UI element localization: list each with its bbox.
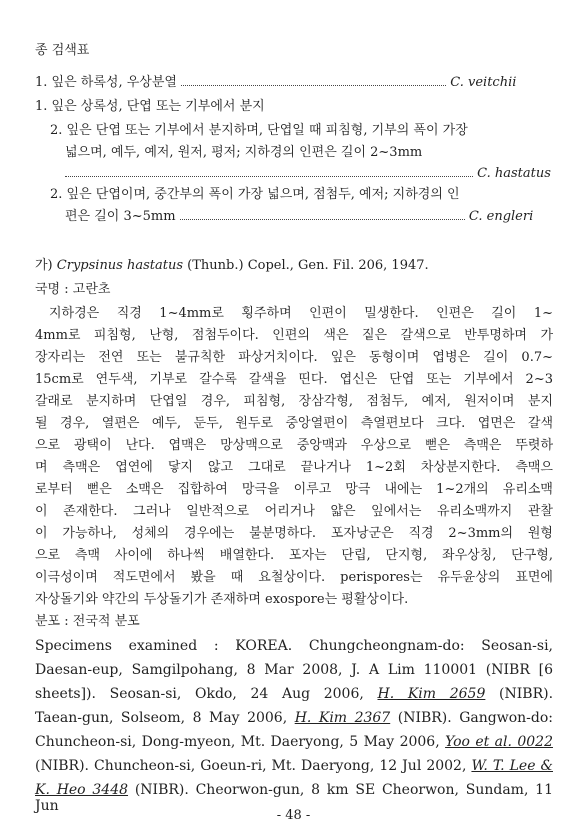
leader-dots (180, 209, 465, 220)
korean-name: 국명 : 고란초 (35, 282, 111, 297)
key-2b-taxon: C. engleri (468, 209, 534, 224)
description-line: 갈래로 분지하며 단엽일 경우, 피침형, 장삼각형, 점첨두, 예저, 원저이며 분지 (35, 394, 553, 409)
taxon-author: (Thunb.) Copel., Gen. Fil. 206, 1947. (187, 258, 429, 273)
key-2a-taxon: C. hastatus (477, 166, 551, 181)
collector-name: W. T. Lee & (471, 758, 553, 774)
specimens-line (35, 686, 553, 702)
description-line: 4mm로 피침형, 난형, 점첨두이다. 인편의 색은 짙은 갈색으로 반투명하며 가 (35, 328, 553, 343)
key-couplet-1b: 1. 잎은 상록성, 단엽 또는 기부에서 분지 (35, 99, 265, 114)
specimens-text: (NIBR). (499, 686, 554, 702)
description-line: 될 경우, 열편은 예두, 둔두, 원두로 중앙열편이 측열편보다 크다. 엽면은 갈색 (35, 416, 553, 431)
description-line: 이 존재한다. 그러나 일반적으로 어리거나 얇은 잎에서는 유리소맥까지 관찰 (35, 504, 553, 519)
key-couplet-2a-line1: 2. 잎은 단엽 또는 기부에서 분지하며, 단엽일 때 피침형, 기부의 폭이 가장 (50, 123, 468, 138)
key-1a-taxon: C. veitchii (450, 75, 517, 90)
description-line: 장자리는 전연 또는 불규칙한 파상거치이다. 잎은 동형이며 엽병은 길이 0.7~ (35, 350, 553, 365)
specimens-line (35, 734, 553, 750)
key-heading: 종 검색표 (35, 43, 90, 58)
leader-dots (181, 75, 446, 86)
description-line: 며 측맥은 엽연에 닿지 않고 그대로 끝나거나 1~2회 차상분지한다. 측맥으 (35, 460, 553, 475)
page-number: - 48 - (276, 808, 311, 823)
taxon-heading (35, 258, 429, 274)
specimens-text: sheets]). Seosan-si, Okdo, 24 Aug 2006, (35, 686, 364, 702)
taxon-name: Crypsinus hastatus (56, 258, 184, 273)
specimens-text: Chuncheon-si, Dong-myeon, Mt. Daeryong, 5 May 2006, (35, 734, 440, 750)
specimens-text: (NIBR). Chuncheon-si, Goeun-ri, Mt. Daeryong, 12 Jul 2002, (35, 758, 467, 774)
description-line: 자상돌기와 약간의 두상돌기가 존재하며 exospore는 평활상이다. (35, 592, 409, 607)
description-line: 으로 측맥 사이에 하나씩 배열한다. 포자는 단립, 단지형, 좌우상칭, 단구형, (35, 548, 553, 563)
specimens-line: Daesan-eup, Samgilpohang, 8 Mar 2008, J. A Lim 110001 (NIBR [6 (35, 662, 553, 678)
description-line: 로부터 뻗은 소맥은 집합하여 망극을 이루고 망극 내에는 1~2개의 유리소맥 (35, 482, 553, 497)
key-couplet-1a (35, 75, 555, 91)
key-1a-label: 1. 잎은 하록성, 우상분열 (35, 75, 177, 90)
collector-number: H. Kim 2659 (377, 686, 486, 702)
specimens-line (35, 758, 553, 774)
key-couplet-2b-line2 (65, 209, 555, 225)
key-couplet-2a-line2: 넓으며, 예두, 예저, 원저, 평저; 지하경의 인편은 길이 2~3mm (65, 145, 423, 160)
description-line: 15cm로 연두색, 기부로 갈수록 갈색을 띤다. 엽신은 단엽 또는 기부에서 2~3 (35, 372, 553, 387)
taxon-prefix: 가) (35, 258, 53, 273)
specimens-line: Specimens examined : KOREA. Chungcheongnam-do: Seosan-si, (35, 638, 553, 654)
collector-number: H. Kim 2367 (294, 710, 391, 726)
collector-number: Yoo et al. 0022 (445, 734, 553, 750)
collector-number: K. Heo 3448 (35, 782, 129, 798)
key-couplet-2a-leader (65, 166, 555, 182)
description-line: 으로 광택이 난다. 엽맥은 망상맥으로 중앙맥과 우상으로 뻗은 측맥은 뚜렷하 (35, 438, 553, 453)
specimens-text: (NIBR). Cheorwon-gun, 8 km SE Cheorwon, Sundam, 11 Jun (35, 782, 553, 814)
key-couplet-2b-line1: 2. 잎은 단엽이며, 중간부의 폭이 가장 넓으며, 점첨두, 예저; 지하경의 인 (50, 187, 460, 202)
description-line: 이 가능하나, 성체의 경우에는 불분명하다. 포자낭군은 직경 2~3mm의 원형 (35, 526, 553, 541)
description-line: 지하경은 직경 1~4mm로 횡주하며 인편이 밀생한다. 인편은 길이 1~ (49, 306, 553, 321)
specimens-text: (NIBR). Gangwon-do: (397, 710, 554, 726)
key-2b-text: 편은 길이 3~5mm (65, 209, 176, 224)
specimens-line (35, 710, 553, 726)
description-line: 이극성이며 적도면에서 봤을 때 요철상이다. perispores는 유두윤상의 표면에 (35, 570, 553, 585)
specimens-text: Taean-gun, Solseom, 8 May 2006, (35, 710, 288, 726)
distribution: 분포 : 전국적 분포 (35, 614, 140, 629)
leader-dots (65, 166, 473, 177)
